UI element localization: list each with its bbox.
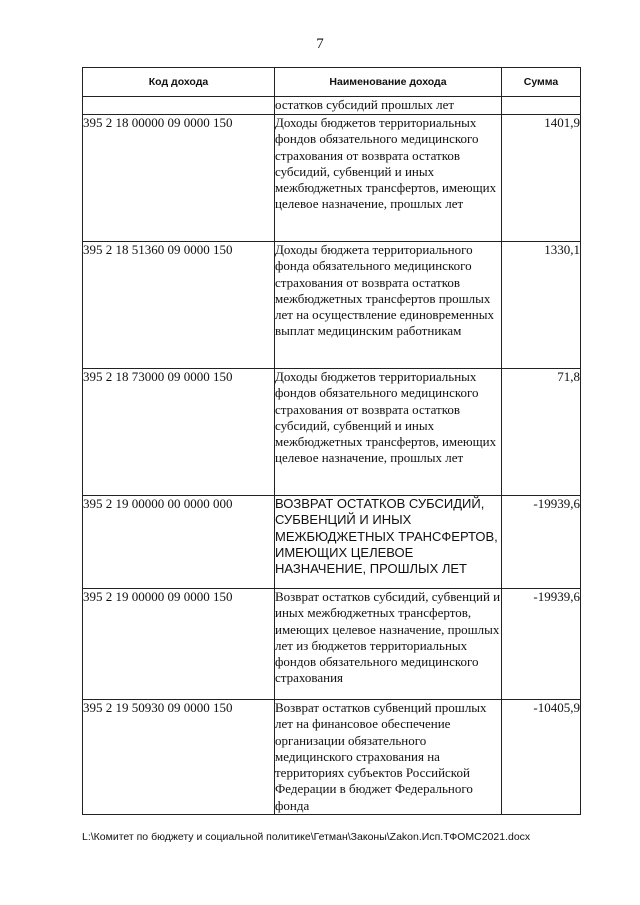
file-path-footer: L:\Комитет по бюджету и социальной политике\Гетман\Законы\Zakon.Исп.ТФОМС2021.docx <box>82 831 531 843</box>
cell-amount-empty <box>502 97 581 115</box>
cell-name: Возврат остатков субвенций прошлых лет на финансовое обеспечение организации обязательного медицинского страхования на территориях субъектов Российской Федерации в бюджет Федерального фонда <box>275 700 502 815</box>
cell-amount: -19939,6 <box>502 589 581 700</box>
header-income-name: Наименование дохода <box>275 68 502 97</box>
header-income-code: Код дохода <box>83 68 275 97</box>
cell-code: 395 2 19 50930 09 0000 150 <box>83 700 275 815</box>
cell-name: ВОЗВРАТ ОСТАТКОВ СУБСИДИЙ, СУБВЕНЦИЙ И ИНЫХ МЕЖБЮДЖЕТНЫХ ТРАНСФЕРТОВ, ИМЕЮЩИХ ЦЕЛЕВОЕ НАЗНАЧЕНИЕ, ПРОШЛЫХ ЛЕТ <box>275 496 502 589</box>
cell-code: 395 2 19 00000 09 0000 150 <box>83 589 275 700</box>
cell-code: 395 2 18 73000 09 0000 150 <box>83 369 275 496</box>
table-row <box>83 700 581 815</box>
table-row <box>83 589 581 700</box>
cell-name: Доходы бюджетов территориальных фондов обязательного медицинского страхования от возврата остатков субсидий, субвенций и иных межбюджетных трансфертов, имеющих целевое назначение, прошлых лет <box>275 115 502 242</box>
page-number: 7 <box>316 36 324 52</box>
income-table <box>82 67 581 815</box>
table-row-continuation <box>83 97 581 115</box>
table-row <box>83 369 581 496</box>
cell-code: 395 2 18 51360 09 0000 150 <box>83 242 275 369</box>
cell-amount: 71,8 <box>502 369 581 496</box>
table-row <box>83 496 581 589</box>
cell-amount: 1330,1 <box>502 242 581 369</box>
cell-amount: -19939,6 <box>502 496 581 589</box>
cell-name: Доходы бюджетов территориальных фондов обязательного медицинского страхования от возврата остатков субсидий, субвенций и иных межбюджетных трансфертов, имеющих целевое назначение, прошлых лет <box>275 369 502 496</box>
table-row <box>83 115 581 242</box>
cell-code-empty <box>83 97 275 115</box>
cell-name: Возврат остатков субсидий, субвенций и иных межбюджетных трансфертов, имеющих целевое назначение, прошлых лет из бюджетов территориальных фондов обязательного медицинского страхования <box>275 589 502 700</box>
header-amount: Сумма <box>502 68 581 97</box>
table-header-row <box>83 68 581 97</box>
cell-name-continuation: остатков субсидий прошлых лет <box>275 97 502 115</box>
cell-amount: -10405,9 <box>502 700 581 815</box>
cell-amount: 1401,9 <box>502 115 581 242</box>
cell-code: 395 2 18 00000 09 0000 150 <box>83 115 275 242</box>
cell-name: Доходы бюджета территориального фонда обязательного медицинского страхования от возврата остатков межбюджетных трансфертов прошлых лет на осуществление единовременных выплат медицинским работникам <box>275 242 502 369</box>
table-row <box>83 242 581 369</box>
cell-code: 395 2 19 00000 00 0000 000 <box>83 496 275 589</box>
